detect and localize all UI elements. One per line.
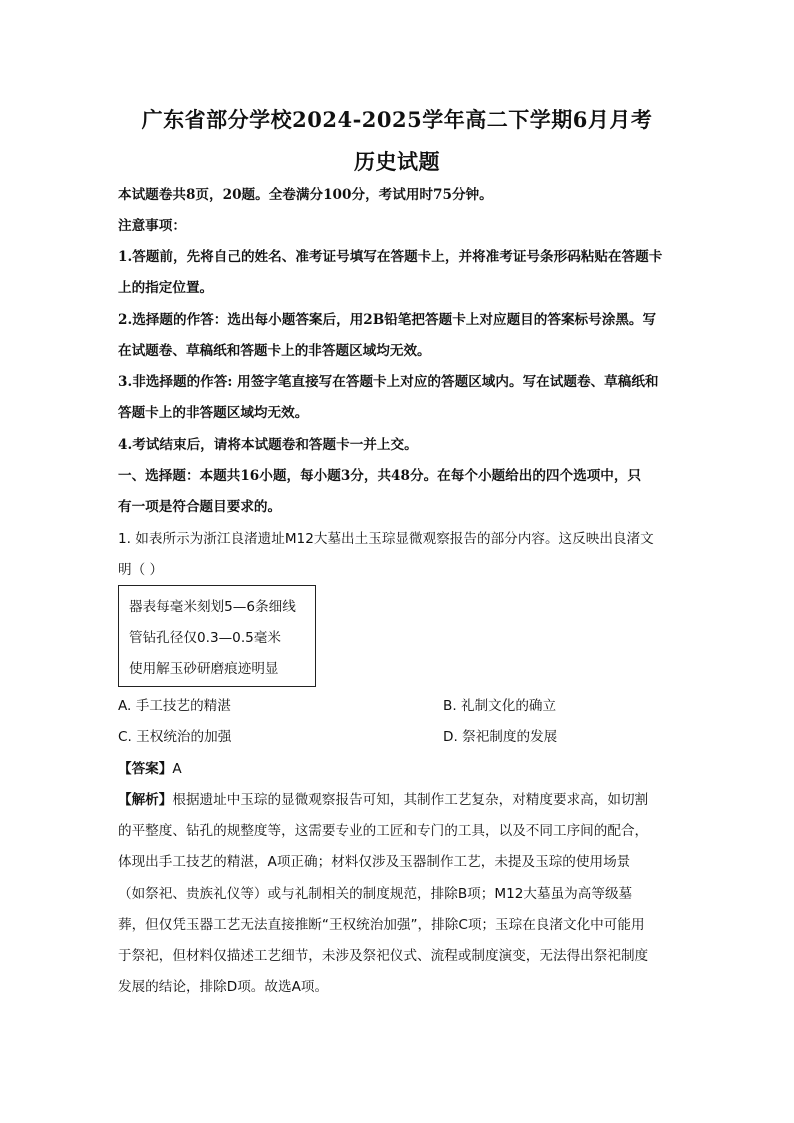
answer-value: A [172, 761, 182, 777]
exam-subtitle: 历史试题 [354, 149, 440, 174]
note-line: 4.考试结束后，请将本试题卷和答题卡一并上交。 [118, 437, 418, 453]
material-table [118, 585, 316, 687]
table-row: 器表每毫米刻划5—6条细线 [129, 599, 296, 615]
table-row: 管钻孔径仅0.3—0.5毫米 [129, 630, 281, 646]
analysis-tag: 【解析】 [118, 792, 173, 808]
note-line: 1.答题前，先将自己的姓名、准考证号填写在答题卡上，并将准考证号条形码粘贴在答题卡 [118, 249, 663, 265]
note-line: 在试题卷、草稿纸和答题卡上的非答题区域均无效。 [118, 343, 431, 359]
option-a: A. 手工技艺的精湛 [118, 698, 231, 714]
option-d: D. 祭祀制度的发展 [443, 729, 558, 745]
answer-line [118, 760, 678, 778]
analysis-line: 葬，但仅凭玉器工艺无法直接推断“王权统治加强”，排除C项；玉琮在良渚文化中可能用 [118, 917, 645, 933]
table-row: 使用解玉砂研磨痕迹明显 [129, 661, 279, 677]
notes-heading: 注意事项： [118, 218, 186, 234]
exam-intro: 本试题卷共8页，20题。全卷满分100分，考试用时75分钟。 [118, 187, 493, 203]
exam-title: 广东省部分学校2024-2025学年高二下学期6月月考 [141, 107, 653, 132]
note-line: 上的指定位置。 [118, 280, 214, 296]
question-stem-cont: 明（ ） [118, 562, 164, 578]
note-line: 答题卡上的非答题区域均无效。 [118, 405, 309, 421]
question-stem: 1. 如表所示为浙江良渚遗址M12大墓出土玉琮显微观察报告的部分内容。这反映出良渚文 [118, 531, 654, 547]
analysis-line: 体现出手工技艺的精湛，A项正确；材料仅涉及玉器制作工艺，未提及玉琮的使用场景 [118, 854, 631, 870]
option-c: C. 王权统治的加强 [118, 729, 232, 745]
option-b: B. 礼制文化的确立 [443, 698, 557, 714]
answer-tag: 【答案】 [118, 761, 173, 777]
analysis-text: 根据遗址中玉琮的显微观察报告可知，其制作工艺复杂，对精度要求高，如切割 [172, 792, 649, 808]
analysis-line: 发展的结论，排除D项。故选A项。 [118, 979, 329, 995]
analysis-line: 的平整度、钻孔的规整度等，这需要专业的工匠和专门的工具，以及不同工序间的配合， [118, 823, 649, 839]
note-line: 3.非选择题的作答: 用签字笔直接写在答题卡上对应的答题区域内。写在试题卷、草稿纸和 [118, 374, 659, 390]
note-line: 2.选择题的作答：选出每小题答案后，用2B铅笔把答题卡上对应题目的答案标号涂黑。写 [118, 312, 657, 328]
analysis-line [118, 791, 678, 809]
section-heading-cont: 有一项是符合题目要求的。 [118, 499, 282, 515]
section-heading: 一、选择题：本题共16小题，每小题3分，共48分。在每个小题给出的四个选项中，只 [118, 468, 642, 484]
analysis-line: （如祭祀、贵族礼仪等）或与礼制相关的制度规范，排除B项；M12大墓虽为高等级墓 [118, 886, 633, 902]
analysis-line: 于祭祀，但材料仅描述工艺细节，未涉及祭祀仪式、流程或制度演变，无法得出祭祀制度 [118, 948, 649, 964]
